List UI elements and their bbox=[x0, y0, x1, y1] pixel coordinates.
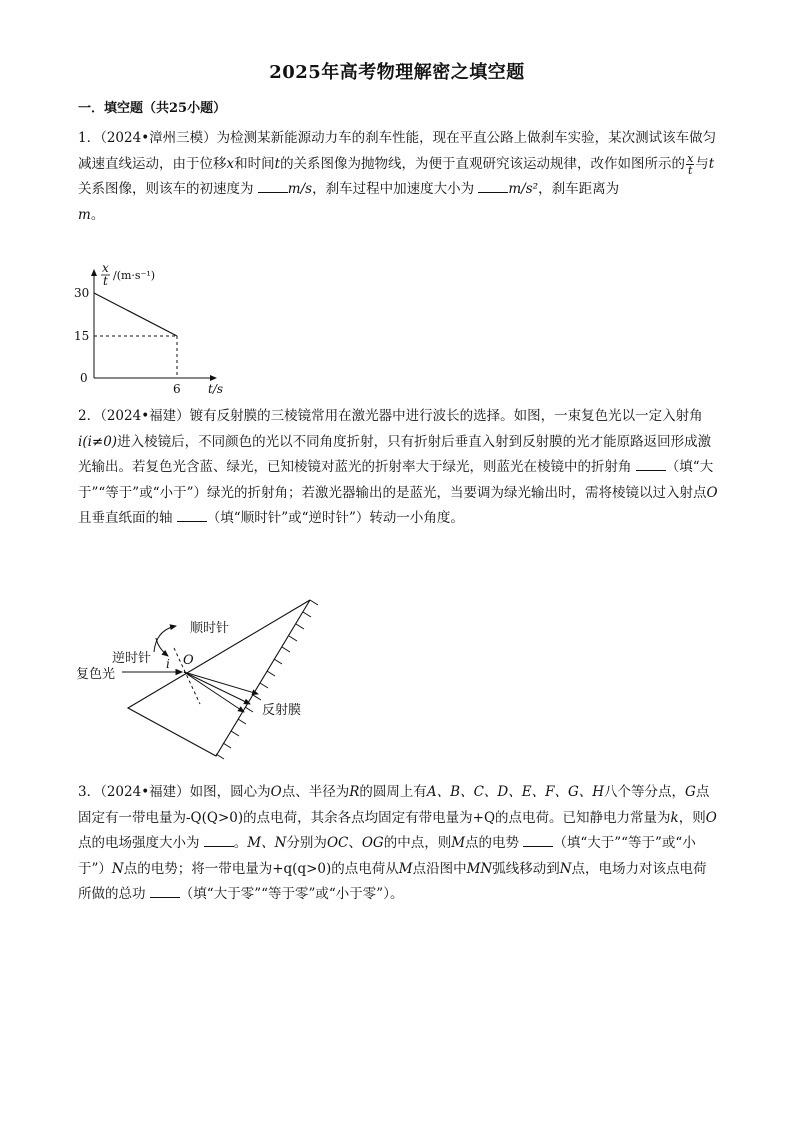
question-2: 2．（2024•福建）镀有反射膜的三棱镜常用在激光器中进行波长的选择。如图，一束复色光以一定入射角i(i≠0)进入棱镜后，不同颜色的光以不同角度折射，只有折射后垂直入射到反射膜的光才能原路返回形成激光输出。若复色光含蓝、绿光，已知棱镜对蓝光的折射率大于绿光，则蓝光在棱镜中的折射角 （填“大于”“等于”或“小于”）绿光的折射角；若激光器输出的是蓝光，当要调为绿光输出时，需将棱镜以过入射点O且垂直纸面的轴 （填“顺时针”或“逆时针”）转动一小角度。 bbox=[78, 408, 718, 526]
answer-blank[interactable] bbox=[478, 180, 508, 193]
y-tick-15: 15 bbox=[74, 329, 90, 343]
counterclockwise-arrow bbox=[156, 638, 168, 656]
label-reflective-film: 反射膜 bbox=[262, 703, 302, 718]
clockwise-arrow bbox=[154, 626, 176, 652]
question-3: 3．（2024•福建）如图，圆心为O点、半径为R的圆周上有A、B、C、D、E、F、G、H八个等分点，G点固定有一带电量为-Q(Q>0)的点电荷，其余各点均固定有带电量为+Q的点电荷。已知静电力常量为k，则O点的电场强度大小为 。M、N分别为OC、OG的中点，则M点的电势 （填“大于”“等于”或“小于”）N点的电势；将一带电量为+q(q>0)的点电荷从M点沿图中MN弧线移动到N点，电场力对该点电荷所做的总功 （填“大于零”“等于零”或“小于零”）。 bbox=[78, 784, 717, 902]
refracted-ray-3 bbox=[184, 672, 244, 712]
label-counterclockwise: 逆时针 bbox=[112, 651, 152, 666]
y-tick-0: 0 bbox=[80, 371, 88, 385]
refracted-ray-2 bbox=[184, 672, 250, 704]
y-tick-30: 30 bbox=[74, 286, 90, 300]
answer-blank[interactable] bbox=[523, 834, 553, 847]
answer-blank[interactable] bbox=[204, 834, 234, 847]
fraction-x-over-t: $\frac{x}{t}$ bbox=[687, 151, 694, 177]
label-clockwise: 顺时针 bbox=[190, 621, 230, 636]
x-tick-6: 6 bbox=[173, 382, 181, 396]
data-line bbox=[94, 293, 177, 336]
answer-blank[interactable] bbox=[636, 458, 666, 471]
label-compound-light: 复色光 bbox=[76, 667, 116, 682]
label-point-O: O bbox=[183, 653, 194, 668]
y-label-t: t bbox=[103, 274, 108, 288]
answer-blank[interactable] bbox=[150, 885, 180, 898]
y-label-x: x bbox=[102, 262, 109, 275]
question-1: 1．（2024•漳州三模）为检测某新能源动力车的刹车性能，现在平直公路上做刹车实验，某次测试该车做匀减速直线运动，由于位移x和时间t的关系图像为抛物线，为便于直观研究该运动规律，改作如图所示的 $\frac{x}{t}$ 与t关系图像，则该车的初速度为 m/s，刹车过程中加速度大小为 m/s²，刹车距离为 m。 bbox=[78, 130, 717, 223]
refracted-ray-1 bbox=[184, 672, 258, 694]
reflective-film-hatching bbox=[216, 600, 318, 759]
prism-diagram bbox=[70, 596, 330, 766]
answer-blank[interactable] bbox=[258, 180, 288, 193]
section-heading: 一．填空题（共25小题） bbox=[78, 101, 227, 116]
velocity-time-graph bbox=[70, 262, 240, 397]
label-angle-i: i bbox=[166, 657, 170, 671]
x-label: t/s bbox=[208, 382, 224, 396]
y-label-unit: /(m·s⁻¹) bbox=[113, 269, 156, 282]
answer-blank[interactable] bbox=[177, 509, 207, 522]
page-title: 2025年高考物理解密之填空题 bbox=[269, 62, 525, 83]
